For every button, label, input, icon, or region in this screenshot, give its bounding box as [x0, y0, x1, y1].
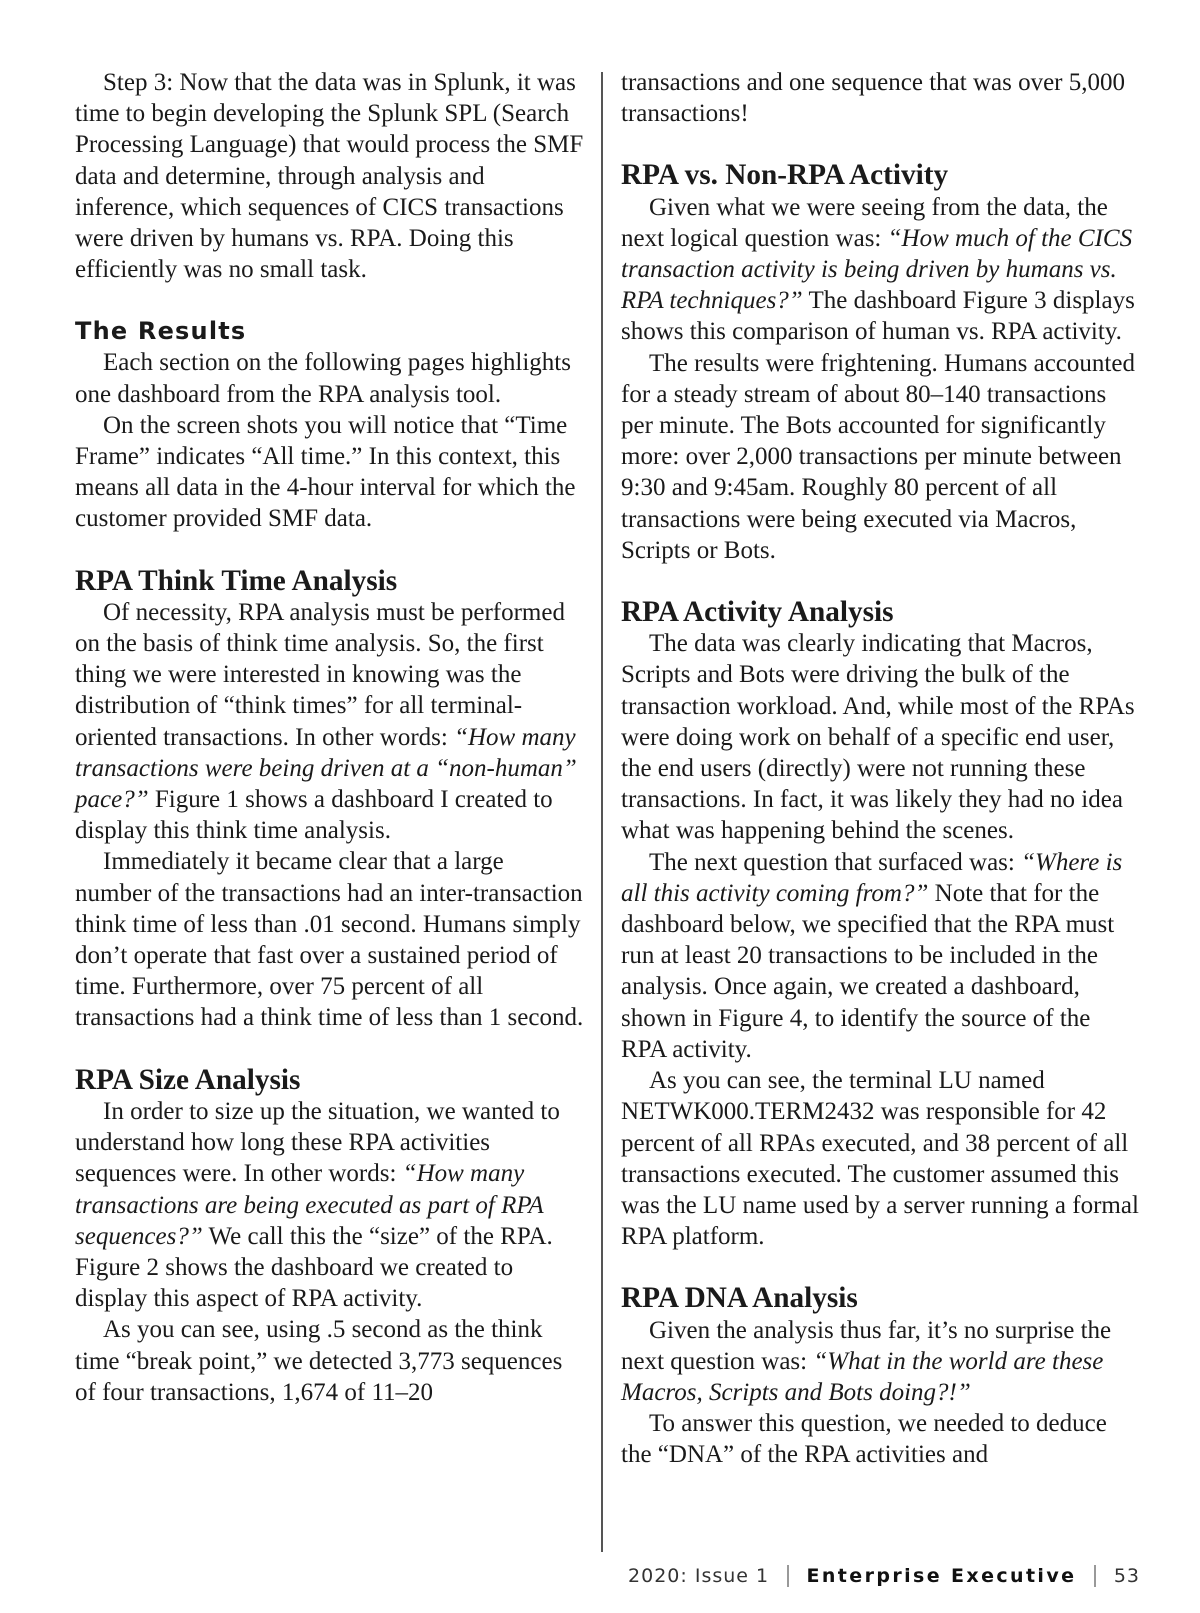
activity-paragraph-3: As you can see, the terminal LU named NETWK000.TERM2432 was responsible for 42 percent of all RPAs executed, and 38 percent of all transactions executed. The customer assumed this was the LU name used by a server running a formal RPA platform.	[621, 1067, 1139, 1251]
activity-paragraph-1: The data was clearly indicating that Macros, Scripts and Bots were driving the bulk of the transaction workload. And, while most of the RPAs were doing work on behalf of a specific end user, the end users (directly) were not running these transactions. In fact, it was likely they had no idea what was happening behind the scenes.	[621, 630, 1135, 845]
think-time-heading: RPA Think Time Analysis	[75, 564, 398, 597]
vs-paragraph-2: The results were frightening. Humans accounted for a steady stream of about 80–140 transactions per minute. The Bots accounted for significantly more: over 2,000 transactions per minute between 9:30 and 9:45am. Roughly 80 percent of all transactions were being executed via Macros, Scripts or Bots.	[621, 349, 1135, 564]
footer-separator	[1094, 1565, 1095, 1587]
column-divider	[601, 72, 603, 1552]
dna-analysis-heading: RPA DNA Analysis	[621, 1282, 858, 1315]
dna-paragraph-2: To answer this question, we needed to deduce the “DNA” of the RPA activities and	[621, 1410, 1107, 1469]
continued-paragraph: transactions and one sequence that was over 5,000 transactions!	[621, 69, 1126, 128]
results-heading: The Results	[75, 317, 247, 346]
left-column	[75, 67, 585, 1408]
issue-label: 2020: Issue 1	[628, 1565, 770, 1587]
rpa-vs-non-rpa-heading: RPA vs. Non-RPA Activity	[621, 159, 949, 192]
vs-paragraph-1: Given what we were seeing from the data, the next logical question was: “How much of the CICS transaction activity is being driven by humans vs. RPA techniques?” The dashboard Figure 3 displays shows this comparison of human vs. RPA activity.	[621, 193, 1135, 346]
page-footer	[628, 1565, 1140, 1587]
activity-analysis-heading: RPA Activity Analysis	[621, 596, 894, 629]
results-paragraph-2: On the screen shots you will notice that “Time Frame” indicates “All time.” In this context, this means all data in the 4-hour interval for which the customer provided SMF data.	[75, 411, 576, 533]
footer-separator	[787, 1565, 788, 1587]
page-number: 53	[1113, 1565, 1140, 1587]
size-analysis-heading: RPA Size Analysis	[75, 1063, 301, 1096]
size-paragraph-2: As you can see, using .5 second as the think time “break point,” we detected 3,773 sequences of four transactions, 1,674 of 11–20	[75, 1316, 563, 1406]
think-time-paragraph-2: Immediately it became clear that a large number of the transactions had an inter-transaction think time of less than .01 second. Humans simply don’t operate that fast over a sustained period of time. Furthermore, over 75 percent of all transactions had a think time of less than 1 second.	[75, 848, 584, 1032]
activity-paragraph-2: The next question that surfaced was: “Where is all this activity coming from?” Note that for the dashboard below, we specified that the RPA must run at least 20 transactions to be included in the analysis. Once again, we created a dashboard, shown in Figure 4, to identify the source of the RPA activity.	[621, 848, 1123, 1063]
step3-paragraph: Step 3: Now that the data was in Splunk, it was time to begin developing the Splunk SPL (Search Processing Language) that would process the SMF data and determine, through analysis and inference, which sequences of CICS transactions were driven by humans vs. RPA. Doing this efficiently was no small task.	[75, 69, 584, 284]
think-time-paragraph-1: Of necessity, RPA analysis must be performed on the basis of think time analysis. So, the first thing we were interested in knowing was the distribution of “think times” for all terminal-oriented transactions. In other words: “How many transactions were being driven at a “non-human” pace?” Figure 1 shows a dashboard I created to display this think time analysis.	[75, 598, 577, 845]
results-paragraph-1: Each section on the following pages highlights one dashboard from the RPA analysis tool.	[75, 349, 571, 408]
size-paragraph-1: In order to size up the situation, we wanted to understand how long these RPA activities sequences were. In other words: “How many transactions are being executed as part of RPA sequences?” We call this the “size” of the RPA. Figure 2 shows the dashboard we created to display this aspect of RPA activity.	[75, 1097, 560, 1313]
dna-paragraph-1: Given the analysis thus far, it’s no surprise the next question was: “What in the world are these Macros, Scripts and Bots doing?!”	[621, 1316, 1112, 1406]
magazine-name: Enterprise Executive	[806, 1565, 1077, 1587]
right-column	[621, 67, 1141, 1471]
